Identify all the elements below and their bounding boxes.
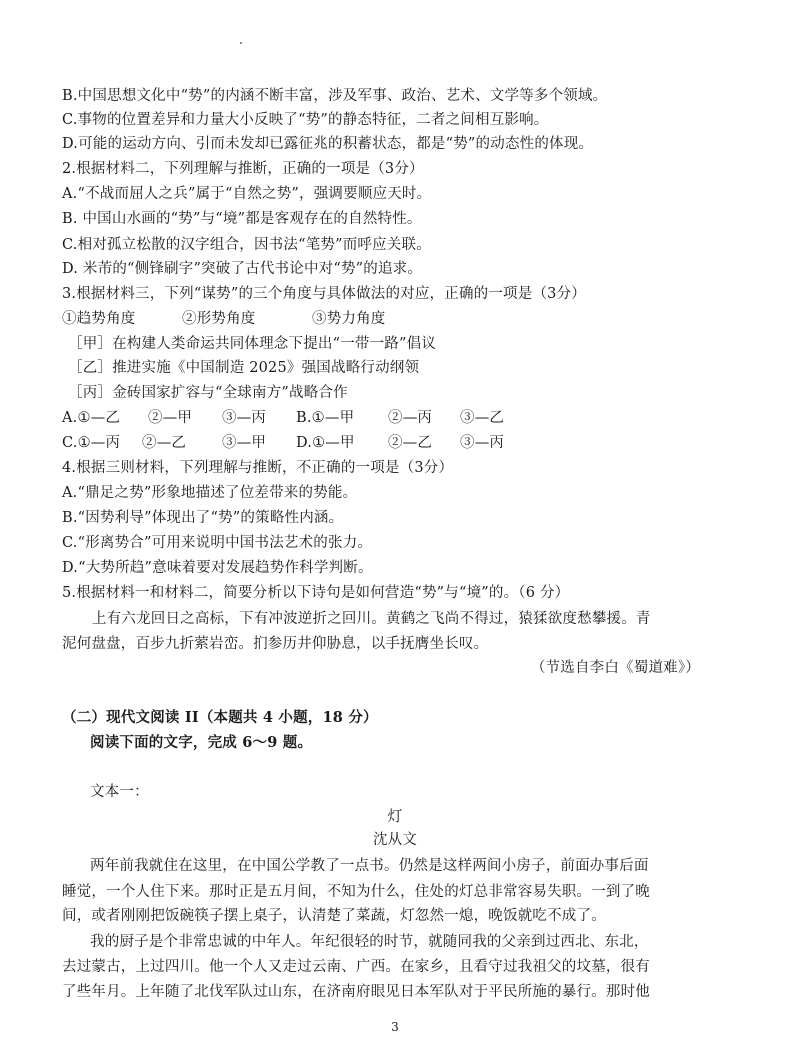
article-line-1: 两年前我就住在这里，在中国公学教了一点书。仍然是这样两间小房子，前面办事后面 [90, 858, 649, 874]
q1-option-c: C.事物的位置差异和力量大小反映了“势”的静态特征，二者之间相互影响。 [62, 112, 549, 128]
angle-trend: ①趋势角度 [62, 311, 136, 327]
q3-options-cd [62, 433, 750, 453]
opt-c-1: C.①—丙 [62, 435, 121, 451]
opt-a-3: ③—丙 [222, 410, 267, 426]
angle-situation: ②形势角度 [182, 311, 256, 327]
article-line-3: 间，或者刚刚把饭碗筷子摆上桌子，认清楚了菜蔬，灯忽然一熄，晚饭就吃不成了。 [62, 908, 606, 924]
q3-stem: 3.根据材料三，下列“谋势”的三个角度与具体做法的对应，正确的一项是（3分） [62, 286, 586, 302]
text-label: 文本一： [90, 784, 149, 800]
opt-c-2: ②—乙 [142, 435, 187, 451]
page-number: 3 [391, 1020, 399, 1034]
q4-option-d: D.“大势所趋”意味着要对发展趋势作科学判断。 [62, 560, 373, 576]
q1-option-b: B.中国思想文化中“势”的内涵不断丰富，涉及军事、政治、艺术、文学等多个领域。 [62, 88, 608, 104]
q5-stem: 5.根据材料一和材料二，简要分析以下诗句是如何营造“势”与“境”的。（6 分） [62, 585, 570, 601]
q2-option-c: C.相对孤立松散的汉字组合，因书法“笔势”而呼应关联。 [62, 237, 431, 253]
article-author: 沈从文 [372, 832, 418, 848]
article-line-6: 了些年月。上年随了北伐军队过山东，在济南府眼见日本军队对于平民所施的暴行。那时他 [62, 984, 650, 1000]
article-title: 灯 [387, 807, 403, 825]
q1-option-d: D.可能的运动方向、引而未发却已露征兆的积蓄状态，都是“势”的动态性的体现。 [62, 136, 594, 152]
poem-line-2: 泥何盘盘，百步九折萦岩峦。扪参历井仰胁息，以手抚膺坐长叹。 [62, 636, 489, 652]
opt-b-3: ③—乙 [460, 410, 505, 426]
q2-option-d: D. 米芾的“侧锋刷字”突破了古代书论中对“势”的追求。 [62, 261, 423, 277]
q3-options-ab [62, 408, 750, 428]
q2-stem: 2.根据材料二，下列理解与推断，正确的一项是（3分） [62, 161, 424, 177]
opt-a-2: ②—甲 [148, 410, 193, 426]
opt-a-1: A.①—乙 [62, 410, 121, 426]
opt-c-3: ③—甲 [222, 435, 267, 451]
opt-d-3: ③—丙 [460, 435, 505, 451]
article-line-5: 去过蒙古，上过四川。他一个人又走过云南、广西。在家乡，且看守过我祖父的坟墓，很有 [62, 959, 650, 975]
angle-power: ③势力角度 [312, 311, 386, 327]
opt-b-1: B.①—甲 [296, 410, 355, 426]
article-line-2: 睡觉，一个人住下来。那时正是五月间，不知为什么，住处的灯总非常容易失职。一到了晚 [62, 884, 650, 900]
section-instruction: 阅读下面的文字，完成 6～9 题。 [90, 734, 313, 751]
article-line-4: 我的厨子是个非常忠诚的中年人。年纪很轻的时节，就随同我的父亲到过西北、东北， [90, 934, 649, 950]
scan-speck [240, 42, 242, 44]
q2-option-b: B. 中国山水画的“势”与“境”都是客观存在的自然特性。 [62, 211, 422, 227]
practice-jia: ［甲］在构建人类命运共同体理念下提出“一带一路”倡议 [68, 336, 437, 352]
q2-option-a: A.“不战而屈人之兵”属于“自然之势”，强调要顺应天时。 [62, 186, 432, 202]
section-heading: （二）现代文阅读 II（本题共 4 小题，18 分） [62, 709, 378, 726]
q4-option-c: C.“形离势合”可用来说明中国书法艺术的张力。 [62, 535, 373, 551]
q3-angles [62, 309, 750, 329]
q4-stem: 4.根据三则材料，下列理解与推断，不正确的一项是（3分） [62, 460, 454, 476]
q4-option-a: A.“鼎足之势”形象地描述了位差带来的势能。 [62, 485, 358, 501]
q4-option-b: B.“因势利导”体现出了“势”的策略性内涵。 [62, 510, 344, 526]
poem-source: （节选自李白《蜀道难》） [530, 660, 700, 676]
opt-d-1: D.①—甲 [296, 435, 355, 451]
poem-line-1: 上有六龙回日之高标，下有冲波逆折之回川。黄鹤之飞尚不得过，猿猱欲度愁攀援。青 [92, 611, 651, 627]
opt-b-2: ②—丙 [388, 410, 433, 426]
practice-bing: ［丙］金砖国家扩容与“全球南方”战略合作 [68, 385, 348, 401]
practice-yi: ［乙］推进实施《中国制造 2025》强国战略行动纲领 [68, 360, 420, 376]
opt-d-2: ②—乙 [388, 435, 433, 451]
